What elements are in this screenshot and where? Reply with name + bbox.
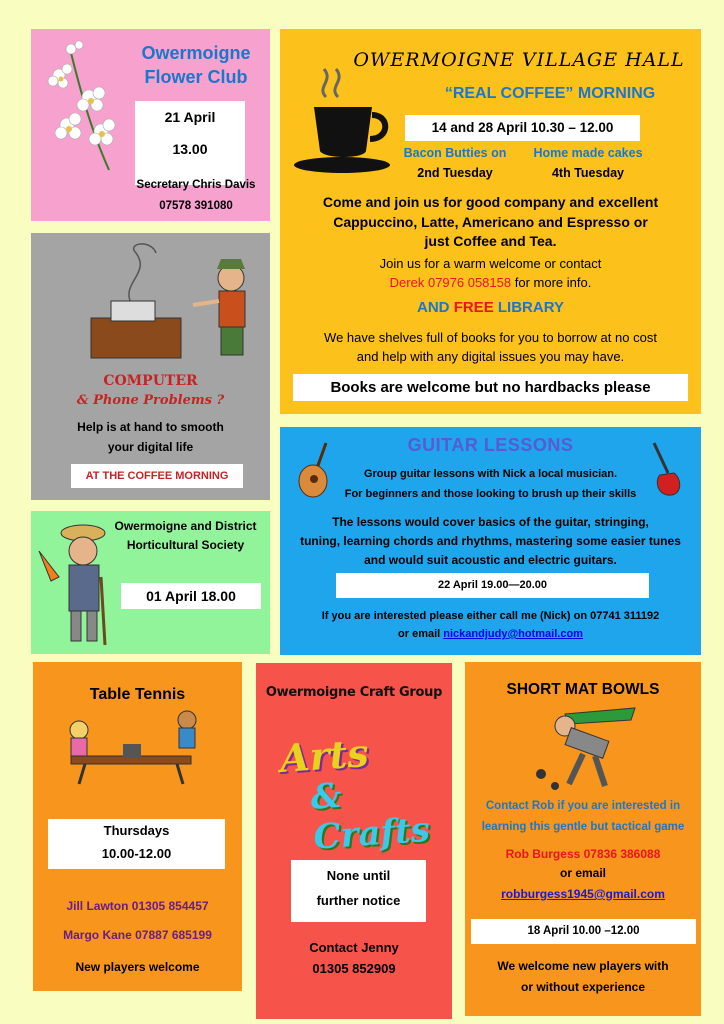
bowls-welcome-1: We welcome new players with <box>497 959 669 973</box>
bowls-date-box <box>471 919 696 944</box>
guitar-contact-1: If you are interested please either call me (Nick) on 07741 311192 <box>321 610 660 622</box>
tennis-title: Table Tennis <box>89 686 186 703</box>
tennis-note: New players welcome <box>75 960 200 974</box>
coffee-dates: 14 and 28 April 10.30 – 12.00 <box>431 120 614 135</box>
flower-club-panel <box>31 29 270 221</box>
computer-title-1: COMPUTER <box>103 373 198 389</box>
flower-icon <box>39 35 129 175</box>
library-free: FREE <box>453 299 494 316</box>
guitar-date-box <box>336 573 649 598</box>
guitar-panel <box>280 427 701 655</box>
coffee-cakes: Home made cakes <box>533 146 643 160</box>
bowls-line-1: Contact Rob if you are interested in <box>485 800 681 812</box>
coffee-cakes-day: 4th Tuesday <box>551 166 624 180</box>
coffee-hall-title: OWERMOIGNE VILLAGE HALL <box>353 49 685 71</box>
bowls-rob: Rob Burgess 07836 386088 <box>505 847 661 861</box>
guitar-body-1: The lessons would cover basics of the guitar, stringing, <box>332 515 649 529</box>
computer-panel <box>31 233 270 500</box>
flower-date-box <box>135 101 245 185</box>
coffee-morning-panel <box>280 29 701 414</box>
tennis-contact-1: Jill Lawton 01305 854457 <box>66 899 209 913</box>
horti-date: 01 April 18.00 <box>146 588 236 604</box>
coffee-library-line-2: and help with any digital issues you may have. <box>356 349 625 364</box>
guitar-date: 22 April 19.00—20.00 <box>437 579 548 591</box>
craft-crafts: & Crafts <box>309 775 432 858</box>
bowls-welcome-2: or without experience <box>520 980 646 994</box>
horti-date-box <box>121 583 261 609</box>
guitar-body-3: and would suit acoustic and electric guitars. <box>364 553 617 567</box>
guitar-intro-1: Group guitar lessons with Nick a local musician. <box>363 468 618 480</box>
computer-help-2: your digital life <box>107 440 194 454</box>
bowls-email-link[interactable]: robburgess1945@gmail.com <box>501 887 665 901</box>
horti-title-1: Owermoigne and District <box>114 519 257 533</box>
bowls-or-email: or email <box>559 866 607 880</box>
guitar-body-2: tuning, learning chords and rhythms, mastering some easier tunes <box>300 534 681 548</box>
bowls-panel <box>465 662 701 1016</box>
bowls-line-2: learning this gentle but tactical game <box>481 821 685 833</box>
library-word: LIBRARY <box>493 299 564 316</box>
coffee-para-line-2: Cappuccino, Latte, Americano and Espresso or <box>333 214 648 230</box>
coffee-contact-tail: for more info. <box>511 275 592 290</box>
coffee-books-note: Books are welcome but no hardbacks please <box>330 379 651 396</box>
coffee-para-line-3: just Coffee and Tea. <box>424 233 557 249</box>
coffee-library-line-1: We have shelves full of books for you to borrow at no cost <box>324 330 657 345</box>
craft-arts: Arts <box>278 729 370 782</box>
coffee-cup-icon <box>286 67 396 179</box>
craft-contact: Contact Jenny <box>309 940 399 955</box>
table-tennis-icon <box>57 708 217 788</box>
bowls-date: 18 April 10.00 –12.00 <box>527 925 640 937</box>
flower-title-1: Owermoigne <box>141 43 251 63</box>
coffee-contact-name: Derek 07976 058158 <box>389 275 512 290</box>
horticultural-panel <box>31 511 270 654</box>
craft-notice-2: further notice <box>316 893 401 908</box>
guitar-title: GUITAR LESSONS <box>407 435 574 455</box>
flower-title-2: Flower Club <box>144 67 248 87</box>
coffee-dates-box <box>405 115 640 141</box>
bowls-title: SHORT MAT BOWLS <box>506 681 660 698</box>
coffee-bacon-day: 2nd Tuesday <box>417 166 493 180</box>
coffee-bacon: Bacon Butties on <box>403 146 507 160</box>
bowler-icon <box>525 704 655 794</box>
coffee-subtitle: “REAL COFFEE” MORNING <box>444 85 656 102</box>
library-and: AND <box>417 299 454 316</box>
guitar-email-link[interactable]: nickandjudy@hotmail.com <box>443 628 583 640</box>
table-tennis-panel <box>33 662 242 991</box>
craft-phone: 01305 852909 <box>312 961 396 976</box>
coffee-library-heading <box>280 299 701 316</box>
tennis-day: Thursdays <box>103 823 170 838</box>
computer-title-2: & Phone Problems ? <box>76 393 225 408</box>
tennis-time: 10.00-12.00 <box>101 846 172 861</box>
coffee-para-line-1: Come and join us for good company and excellent <box>322 194 659 210</box>
coffee-welcome: Join us for a warm welcome or contact <box>379 256 602 271</box>
horti-title-2: Horticultural Society <box>126 538 245 552</box>
craft-title: Owermoigne Craft Group <box>265 685 443 700</box>
tennis-time-box <box>48 819 225 869</box>
flower-phone: 07578 391080 <box>159 200 233 212</box>
computer-banner-box <box>71 464 243 488</box>
craft-notice-box <box>291 860 426 922</box>
flower-secretary: Secretary Chris Davis <box>136 179 256 191</box>
flower-date: 21 April <box>164 109 216 125</box>
tennis-contact-2: Margo Kane 07887 685199 <box>63 928 212 942</box>
coffee-contact-line <box>280 275 701 290</box>
coffee-books-box <box>293 374 688 401</box>
flower-time: 13.00 <box>172 141 208 157</box>
guitar-email-prefix: or email <box>398 628 444 640</box>
gardener-icon <box>33 517 113 651</box>
guitar-contact-2 <box>280 628 701 640</box>
guitar-intro-2: For beginners and those looking to brush up their skills <box>344 488 637 500</box>
computer-help-1: Help is at hand to smooth <box>77 420 224 434</box>
craft-panel <box>256 663 452 1019</box>
craft-notice-1: None until <box>326 868 391 883</box>
computer-banner: AT THE COFFEE MORNING <box>85 470 229 482</box>
computer-cartoon-icon <box>81 243 261 373</box>
bowls-email-wrap <box>465 887 701 901</box>
